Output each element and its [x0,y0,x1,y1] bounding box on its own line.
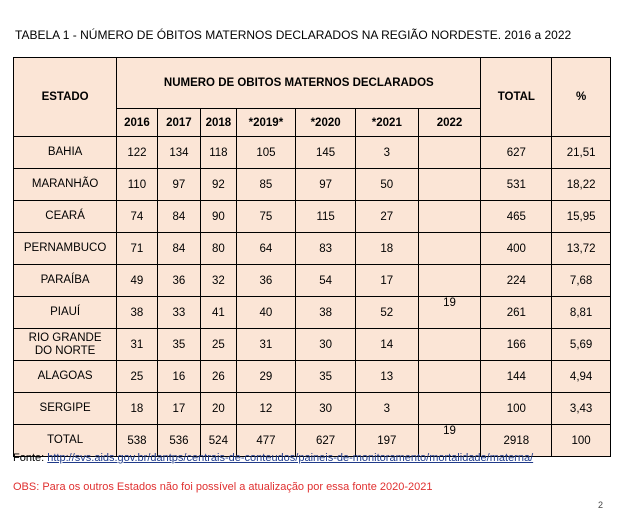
cell-total: 465 [481,201,552,233]
table-row [14,201,611,233]
source-label: Fonte: [13,452,48,464]
header-year: 2017 [157,109,201,137]
cell-value: 12 [236,393,296,425]
cell-value [418,201,481,233]
cell-value: 19 [418,425,481,457]
cell-value: 3 [355,393,418,425]
cell-value: 18 [355,233,418,265]
source-note [13,452,533,464]
cell-value: 97 [157,169,201,201]
cell-value: 197 [355,425,418,457]
maternal-deaths-table [13,57,611,457]
cell-value: 627 [296,425,356,457]
cell-estado: CEARÁ [14,201,117,233]
cell-value: 536 [157,425,201,457]
cell-total: 400 [481,233,552,265]
cell-value: 134 [157,137,201,169]
cell-value: 25 [201,329,236,361]
cell-value: 105 [236,137,296,169]
table-row [14,169,611,201]
cell-pct: 13,72 [552,233,611,265]
cell-total: 531 [481,169,552,201]
header-total: TOTAL [481,58,552,137]
source-link[interactable]: http://svs.aids.gov.br/dantps/centrais-de-conteudos/paineis-de-monitoramento/mortalidade/materna/ [47,452,534,464]
cell-value: 20 [201,393,236,425]
cell-value [418,233,481,265]
cell-estado: PERNAMBUCO [14,233,117,265]
cell-value: 75 [236,201,296,233]
cell-value: 84 [157,233,201,265]
cell-value: 97 [296,169,356,201]
cell-value: 477 [236,425,296,457]
header-year: 2022 [418,109,481,137]
cell-value: 36 [236,265,296,297]
cell-value: 13 [355,361,418,393]
cell-value: 85 [236,169,296,201]
cell-value: 30 [296,393,356,425]
obs-note: OBS: Para os outros Estados não foi possível a atualização por essa fonte 2020-2021 [13,481,433,493]
cell-value: 35 [157,329,201,361]
cell-value: 49 [117,265,157,297]
cell-total: 627 [481,137,552,169]
cell-estado: BAHIA [14,137,117,169]
cell-value [418,169,481,201]
cell-estado: ALAGOAS [14,361,117,393]
cell-estado-line: RIO GRANDE [28,331,102,344]
cell-value: 16 [157,361,201,393]
cell-value [418,137,481,169]
cell-value: 38 [117,297,157,329]
cell-value: 92 [201,169,236,201]
header-year: *2021 [355,109,418,137]
cell-value: 35 [296,361,356,393]
cell-value: 71 [117,233,157,265]
cell-value: 14 [355,329,418,361]
cell-value: 38 [296,297,356,329]
cell-value: 33 [157,297,201,329]
table-title: TABELA 1 - NÚMERO DE ÓBITOS MATERNOS DECLARADOS NA REGIÃO NORDESTE. 2016 a 2022 [15,28,572,42]
cell-total: 144 [481,361,552,393]
cell-estado: PIAUÍ [14,297,117,329]
table-row [14,361,611,393]
header-year: *2020 [296,109,356,137]
cell-value: 145 [296,137,356,169]
cell-value: 3 [355,137,418,169]
cell-pct: 3,43 [552,393,611,425]
cell-value: 18 [117,393,157,425]
cell-value: 31 [236,329,296,361]
cell-pct: 7,68 [552,265,611,297]
cell-value: 74 [117,201,157,233]
cell-value: 40 [236,297,296,329]
cell-value: 29 [236,361,296,393]
cell-value: 36 [157,265,201,297]
cell-value [418,393,481,425]
header-pct: % [552,58,611,137]
table-row [14,233,611,265]
cell-value: 122 [117,137,157,169]
cell-value: 64 [236,233,296,265]
cell-estado: SERGIPE [14,393,117,425]
cell-pct: 8,81 [552,297,611,329]
cell-value: 25 [117,361,157,393]
cell-pct: 4,94 [552,361,611,393]
table-row [14,265,611,297]
cell-value: 83 [296,233,356,265]
cell-value: 26 [201,361,236,393]
cell-value: 31 [117,329,157,361]
cell-value: 17 [355,265,418,297]
cell-value: 19 [418,297,481,329]
cell-estado [14,329,117,361]
cell-pct: 18,22 [552,169,611,201]
cell-estado: TOTAL [14,425,117,457]
table-row [14,329,611,361]
table-row [14,137,611,169]
cell-value [418,265,481,297]
cell-value: 84 [157,201,201,233]
cell-value: 54 [296,265,356,297]
cell-pct: 21,51 [552,137,611,169]
cell-value: 90 [201,201,236,233]
cell-value: 52 [355,297,418,329]
cell-value: 524 [201,425,236,457]
cell-value: 110 [117,169,157,201]
cell-total: 166 [481,329,552,361]
cell-pct: 100 [552,425,611,457]
cell-value: 538 [117,425,157,457]
cell-value: 17 [157,393,201,425]
cell-value: 27 [355,201,418,233]
cell-estado-line: DO NORTE [34,344,96,357]
cell-estado: MARANHÃO [14,169,117,201]
page-number: 2 [598,500,604,510]
header-group: NUMERO DE OBITOS MATERNOS DECLARADOS [117,58,481,109]
cell-pct: 15,95 [552,201,611,233]
cell-total: 2918 [481,425,552,457]
cell-value: 80 [201,233,236,265]
cell-value: 41 [201,297,236,329]
cell-value: 115 [296,201,356,233]
cell-value: 30 [296,329,356,361]
cell-value: 50 [355,169,418,201]
cell-total: 100 [481,393,552,425]
cell-pct: 5,69 [552,329,611,361]
cell-value [418,329,481,361]
cell-total: 261 [481,297,552,329]
cell-estado: PARAÍBA [14,265,117,297]
header-estado: ESTADO [14,58,117,137]
header-year: *2019* [236,109,296,137]
table-row [14,297,611,329]
header-year: 2018 [201,109,236,137]
cell-value: 118 [201,137,236,169]
cell-value: 32 [201,265,236,297]
header-year: 2016 [117,109,157,137]
table-row [14,393,611,425]
cell-value [418,361,481,393]
cell-total: 224 [481,265,552,297]
